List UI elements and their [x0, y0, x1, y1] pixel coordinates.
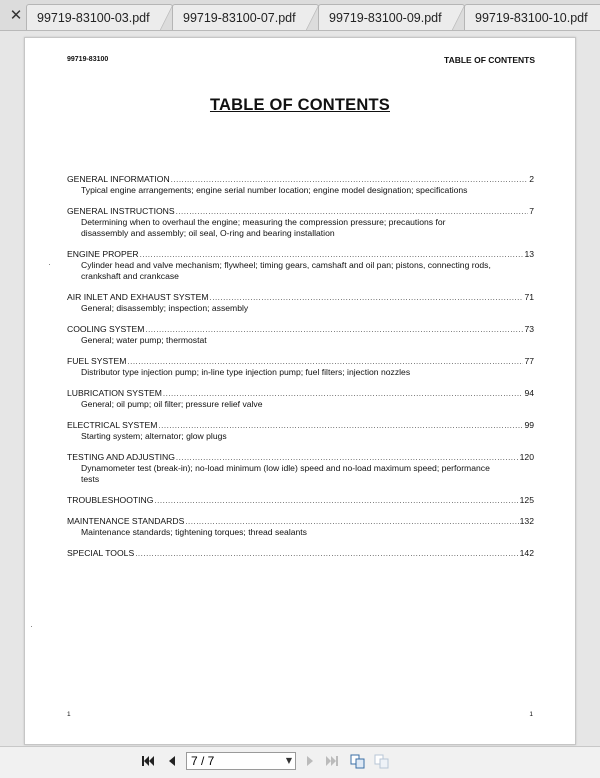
toc-entry-line [67, 174, 534, 185]
dot-leader [145, 324, 523, 335]
tab-bar [0, 0, 600, 31]
tab-label: 99719-83100-10.pdf [475, 11, 588, 25]
toc-entry-page: 77 [524, 356, 534, 366]
document-viewport[interactable] [0, 31, 600, 746]
toc-entry-line [67, 206, 534, 217]
tab-pdf-09[interactable] [318, 4, 465, 30]
toc-entry-title: GENERAL INSTRUCTIONS [67, 206, 175, 216]
next-page-icon[interactable] [300, 752, 320, 772]
toc-entry-page: 71 [524, 292, 534, 302]
toc-entry-title: AIR INLET AND EXHAUST SYSTEM [67, 292, 209, 302]
tab-label: 99719-83100-07.pdf [183, 11, 296, 25]
toc-entry [67, 292, 534, 314]
toc-entry [67, 516, 534, 538]
toc-entry-description: Dynamometer test (break-in); no-load minimum (low idle) speed and no-load maximum speed; performance tests [81, 463, 490, 484]
dot-leader [163, 388, 524, 399]
toc-entry-line [67, 324, 534, 335]
toc-entry-title: ELECTRICAL SYSTEM [67, 420, 158, 430]
toc-entry-page: 125 [519, 495, 534, 505]
page-footer-right: 1 [529, 711, 533, 718]
tab-label: 99719-83100-09.pdf [329, 11, 442, 25]
toc-entry-page: 120 [519, 452, 534, 462]
toc-entry-line [67, 548, 534, 559]
prev-page-icon[interactable] [162, 752, 182, 772]
tab-label: 99719-83100-03.pdf [37, 11, 150, 25]
first-page-icon[interactable] [138, 752, 158, 772]
page-number-select[interactable] [186, 752, 296, 770]
toc-entry-line [67, 495, 534, 506]
tab-pdf-07[interactable] [172, 4, 319, 30]
toc-entry [67, 206, 534, 239]
toc-entry-description: Starting system; alternator; glow plugs [81, 431, 227, 441]
toc-entry-description: Distributor type injection pump; in-line type injection pump; fuel filters; injection nozzles [81, 367, 411, 377]
toc-entry-page: 142 [519, 548, 534, 558]
toc-entry-page: 2 [529, 174, 534, 184]
tab-pdf-10[interactable] [464, 4, 600, 30]
toc-entry-description: Typical engine arrangements; engine serial number location; engine model designation; specifications [81, 185, 468, 195]
page-footer-left: 1 [67, 711, 71, 718]
toc-entry-title: COOLING SYSTEM [67, 324, 145, 334]
toc-entry-description: General; oil pump; oil filter; pressure relief valve [81, 399, 263, 409]
toc-entry-description: General; water pump; thermostat [81, 335, 207, 345]
toc-entry-description: General; disassembly; inspection; assembly [81, 303, 249, 313]
tab-pdf-03[interactable] [26, 4, 173, 30]
toc-entry [67, 324, 534, 346]
toc-entry-title: SPECIAL TOOLS [67, 548, 135, 558]
toc-entry-title: FUEL SYSTEM [67, 356, 127, 366]
dot-leader [210, 292, 524, 303]
toc-entry [67, 495, 534, 506]
scan-speck [49, 264, 50, 265]
chevron-down-icon: ▼ [285, 756, 292, 765]
toc-entry-title: ENGINE PROPER [67, 249, 139, 259]
page-header-doc-number: 99719-83100 [67, 56, 109, 63]
toc-entry-line [67, 516, 534, 527]
toc-entry-title: TROUBLESHOOTING [67, 495, 154, 505]
toc-entry-title: LUBRICATION SYSTEM [67, 388, 162, 398]
dot-leader [176, 452, 519, 463]
single-view-icon[interactable] [372, 752, 392, 772]
last-page-icon[interactable] [322, 752, 342, 772]
pdf-page [24, 37, 576, 745]
toc-entry [67, 249, 534, 282]
toc-entry [67, 452, 534, 485]
dot-leader [171, 174, 529, 185]
toc-entry-title: GENERAL INFORMATION [67, 174, 170, 184]
navigation-toolbar [0, 746, 600, 778]
toc-entry-page: 7 [529, 206, 534, 216]
dot-leader [154, 495, 518, 506]
toc-entry-page: 13 [524, 249, 534, 259]
scan-speck [31, 626, 32, 627]
dot-leader [135, 548, 518, 559]
toc-entry-page: 99 [524, 420, 534, 430]
toc-entry-description: Determining when to overhaul the engine; measuring the compression pressure; precautions for disassembly and assembly; oil seal, O-ring and bearing installation [81, 217, 446, 238]
page-header-section: TABLE OF CONTENTS [444, 55, 535, 65]
dot-leader [127, 356, 523, 367]
toc-entry-line [67, 452, 534, 463]
toc-entry-page: 132 [519, 516, 534, 526]
table-of-contents [67, 174, 534, 569]
dot-leader [140, 249, 524, 260]
toc-entry [67, 548, 534, 559]
multi-view-icon[interactable] [348, 752, 368, 772]
toc-entry-description: Maintenance standards; tightening torques; thread sealants [81, 527, 307, 537]
toc-entry-line [67, 420, 534, 431]
toc-entry [67, 388, 534, 410]
toc-entry-title: TESTING AND ADJUSTING [67, 452, 175, 462]
toc-entry-title: MAINTENANCE STANDARDS [67, 516, 185, 526]
toc-entry-line [67, 249, 534, 260]
toc-entry-line [67, 356, 534, 367]
close-icon[interactable]: ✕ [9, 6, 23, 24]
page-title: TABLE OF CONTENTS [209, 96, 390, 114]
dot-leader [176, 206, 529, 217]
page-indicator: 7 / 7 [191, 754, 215, 768]
toc-entry-line [67, 292, 534, 303]
toc-entry-description: Cylinder head and valve mechanism; flywheel; timing gears, camshaft and oil pan; pistons, connecting rods, crankshaft and crankcase [81, 260, 491, 281]
toc-entry-page: 94 [524, 388, 534, 398]
toc-entry-page: 73 [524, 324, 534, 334]
toc-entry [67, 174, 534, 196]
dot-leader [158, 420, 523, 431]
dot-leader [185, 516, 518, 527]
toc-entry [67, 356, 534, 378]
toc-entry [67, 420, 534, 442]
toc-entry-line [67, 388, 534, 399]
